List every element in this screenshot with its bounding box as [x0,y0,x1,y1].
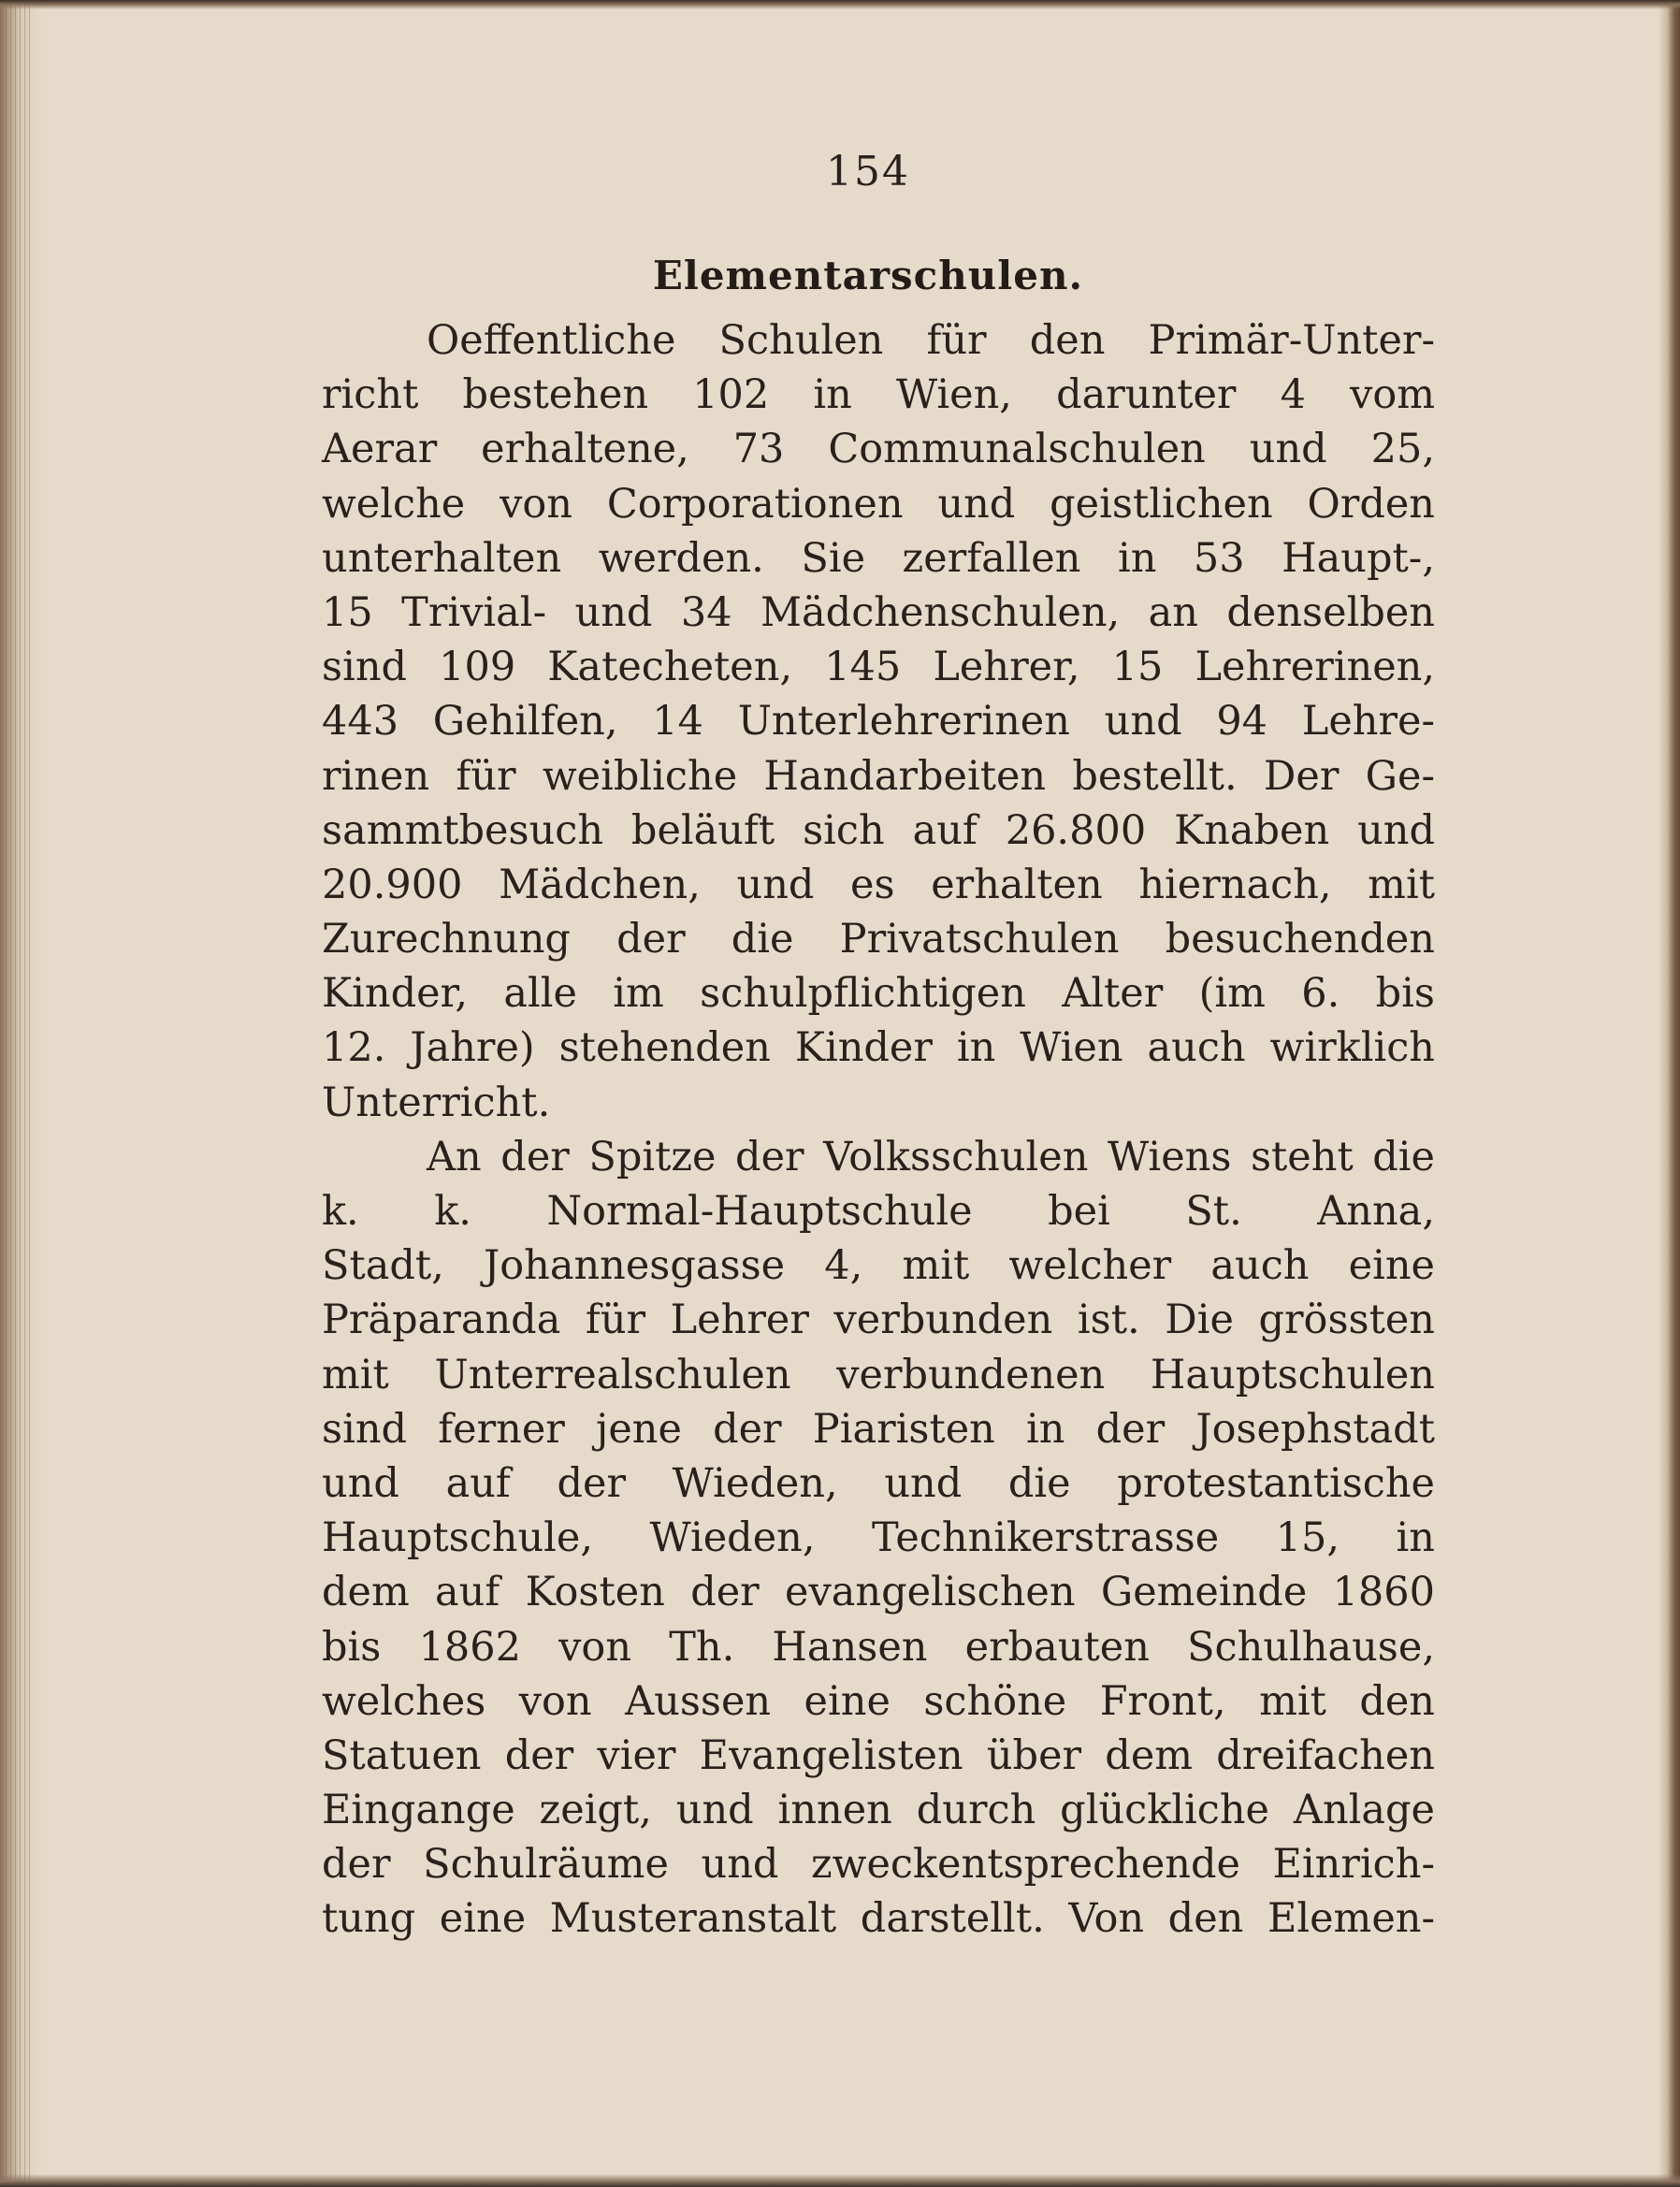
page-number: 154 [826,148,910,196]
text-line: sind 109 Katecheten, 145 Lehrer, 15 Lehrerinen, [322,644,1435,691]
page-bottom-edge [0,2174,1680,2187]
text-line: tung eine Musteranstalt darstellt. Von den Elemen- [322,1895,1435,1943]
text-line: mit Unterrealschulen verbundenen Hauptschulen [322,1351,1435,1398]
text-line: 15 Trivial- und 34 Mädchenschulen, an denselben [322,588,1435,636]
text-line: unterhalten werden. Sie zerfallen in 53 Haupt-, [322,534,1435,582]
section-heading: Elementarschulen. [652,253,1084,298]
text-line: 443 Gehilfen, 14 Unterlehrerinen und 94 Lehre- [322,698,1435,746]
text-line: und auf der Wieden, und die protestantische [322,1459,1435,1507]
text-line: Eingange zeigt, und innen durch glückliche Anlage [322,1787,1435,1834]
text-line: Aerar erhaltene, 73 Communalschulen und 25, [322,426,1435,473]
text-line: Oeffentliche Schulen für den Primär-Unter- [427,317,1435,364]
text-line: Präparanda für Lehrer verbunden ist. Die grössten [322,1296,1435,1344]
text-line: Zurechnung der die Privatschulen besuchenden [322,916,1435,963]
page-top-edge [0,0,1680,9]
text-line: 20.900 Mädchen, und es erhalten hiernach, mit [322,861,1435,908]
text-line: welche von Corporationen und geistlichen Orden [322,480,1435,528]
text-line: 12. Jahre) stehenden Kinder in Wien auch wirklich [322,1024,1435,1072]
text-line: bis 1862 von Th. Hansen erbauten Schulhause, [322,1623,1435,1671]
text-line: rinen für weibliche Handarbeiten bestellt. Der Ge- [322,752,1435,800]
text-line: welches von Aussen eine schöne Front, mit den [322,1677,1435,1725]
text-line: der Schulräume und zweckentsprechende Einrich- [322,1841,1435,1889]
page-right-edge [1658,0,1680,2187]
text-line: An der Spitze der Volksschulen Wiens steht die [427,1133,1435,1180]
text-line: sind ferner jene der Piaristen in der Josephstadt [322,1405,1435,1453]
text-line: Statuen der vier Evangelisten über dem dreifachen [322,1731,1435,1779]
text-line: Stadt, Johannesgasse 4, mit welcher auch eine [322,1242,1435,1290]
text-line: richt bestehen 102 in Wien, darunter 4 vom [322,371,1435,419]
binding-texture [6,0,34,2187]
text-line: Unterricht. [322,1079,551,1126]
text-line: k. k. Normal-Hauptschule bei St. Anna, [322,1188,1435,1235]
body-text [322,313,1435,1947]
text-line: dem auf Kosten der evangelischen Gemeinde 1860 [322,1569,1435,1616]
text-line: sammtbesuch beläuft sich auf 26.800 Knaben und [322,806,1435,854]
text-line: Hauptschule, Wieden, Technikerstrasse 15, in [322,1514,1435,1562]
text-line: Kinder, alle im schulpflichtigen Alter (im 6. bis [322,970,1435,1018]
